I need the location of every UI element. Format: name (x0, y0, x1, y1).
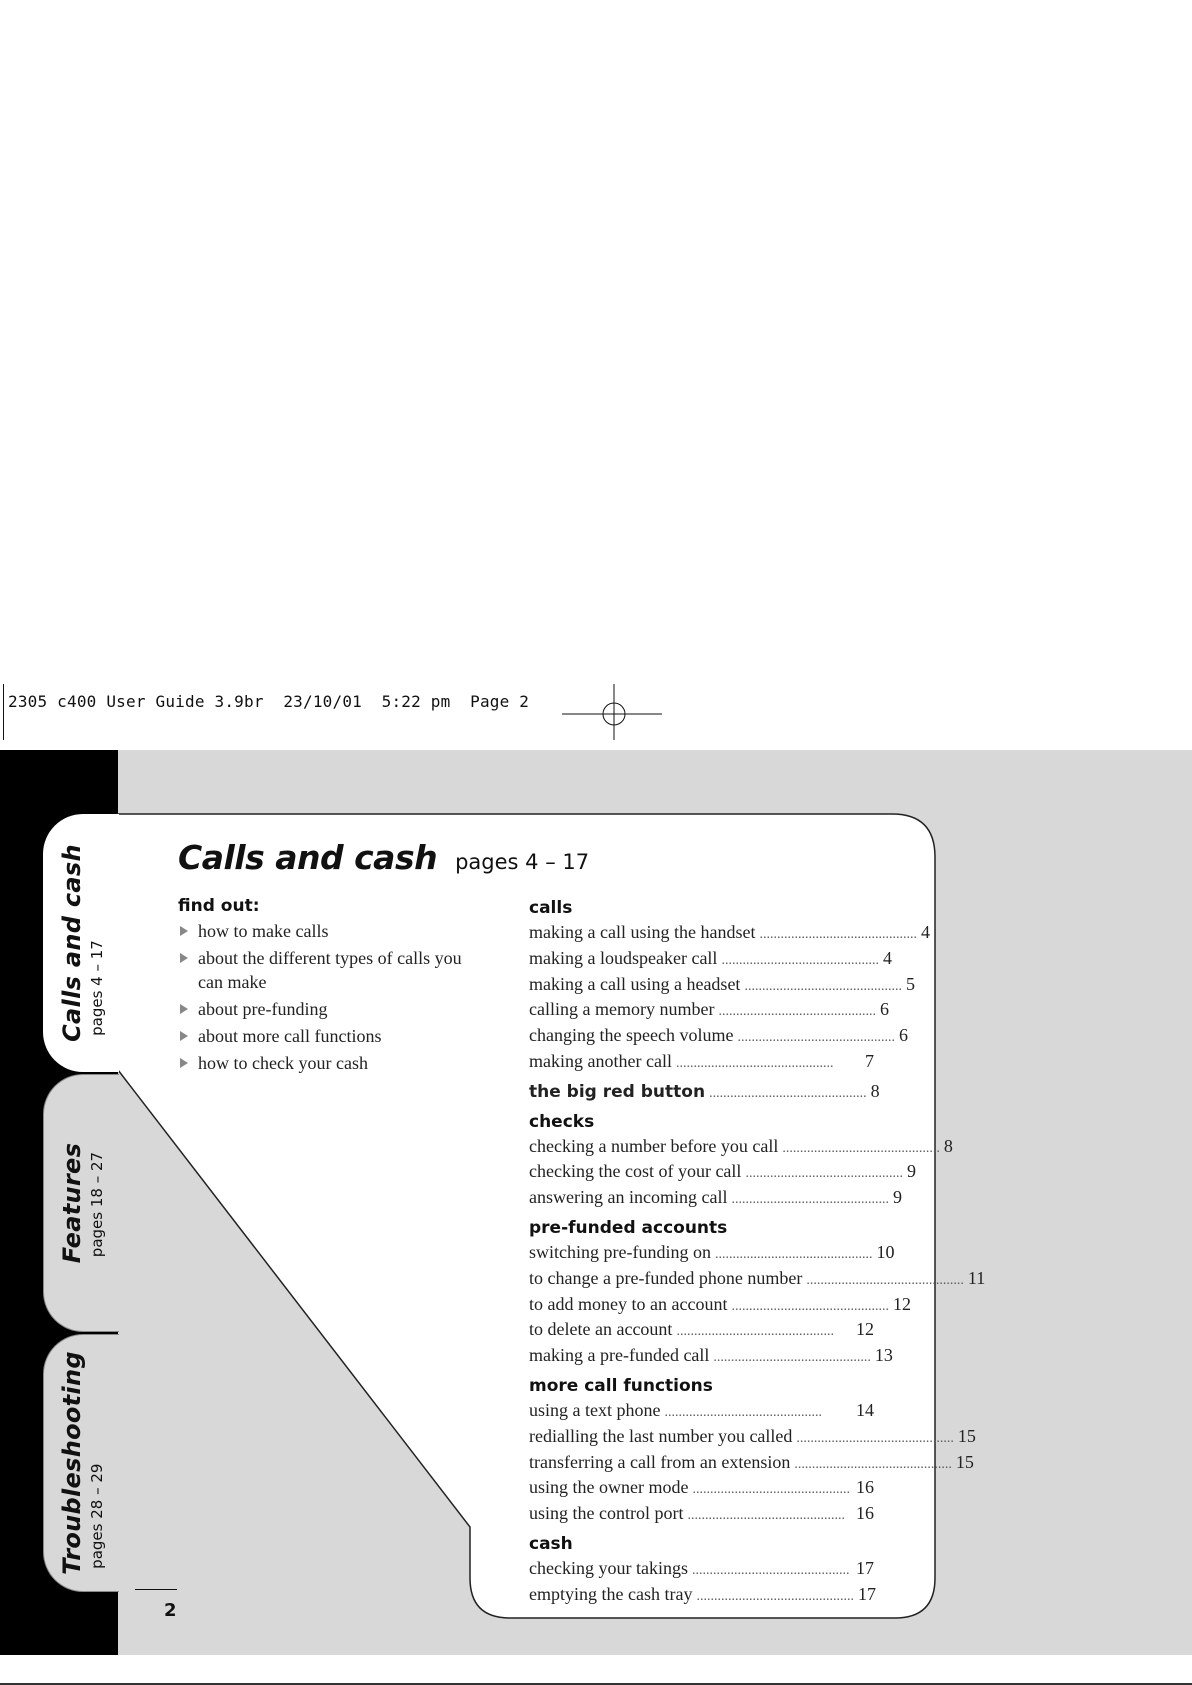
toc-entry[interactable]: redialling the last number you called ............................................. 15 (529, 1425, 976, 1446)
toc-entry[interactable]: checking the cost of your call ............................................. 9 (529, 1161, 916, 1182)
find-out-list (178, 919, 478, 1075)
section-heading: cash (529, 1533, 573, 1554)
toc-entry[interactable]: making a pre-funded call ............................................. 13 (529, 1345, 893, 1366)
contents-list (529, 896, 986, 1613)
list-item: about more call functions (178, 1024, 478, 1048)
list-item: how to make calls (178, 919, 478, 943)
section-heading: more call functions (529, 1375, 713, 1396)
find-out-section (178, 896, 478, 1078)
bullet-triangle-icon (180, 1058, 188, 1068)
toc-section-cash (529, 1532, 874, 1609)
toc-entry[interactable]: checking a number before you call ............................................. 8 (529, 1135, 953, 1156)
printer-slug: 2305 c400 User Guide 3.9br 23/10/01 5:22 pm Page 2 (8, 692, 530, 711)
tab-title: Calls and cash (57, 844, 86, 1042)
tab-features[interactable] (43, 1074, 119, 1332)
bullet-triangle-icon (180, 953, 188, 963)
bullet-triangle-icon (180, 926, 188, 936)
bullet-triangle-icon (180, 1031, 188, 1041)
toc-entry[interactable]: changing the speech volume ............................................. 6 (529, 1025, 908, 1046)
toc-entry[interactable]: checking your takings ............................................. 17 (529, 1557, 874, 1578)
page-title (178, 838, 589, 877)
find-out-label: find out: (178, 896, 260, 916)
tab-calls-and-cash[interactable] (43, 814, 119, 1072)
toc-entry[interactable]: to change a pre-funded phone number ............................................. 11 (529, 1267, 986, 1288)
section-heading: pre-funded accounts (529, 1217, 728, 1238)
toc-entry[interactable]: to delete an account ............................................. 12 (529, 1319, 874, 1340)
folio-rule (135, 1589, 177, 1590)
toc-entry[interactable]: switching pre-funding on ............................................. 10 (529, 1241, 895, 1262)
toc-entry[interactable]: making a call using the handset ............................................. 4 (529, 922, 930, 942)
toc-section-checks (529, 1110, 953, 1212)
section-heading: checks (529, 1111, 595, 1132)
toc-entry[interactable]: making another call ............................................. 7 (529, 1050, 874, 1071)
toc-section-more-call-functions (529, 1374, 976, 1528)
tab-pages: pages 4 – 17 (87, 940, 106, 1036)
toc-entry[interactable]: transferring a call from an extension ............................................. 15 (529, 1451, 974, 1472)
bullet-triangle-icon (180, 1004, 188, 1014)
tab-pages: pages 28 – 29 (87, 1463, 106, 1569)
toc-entry[interactable]: making a loudspeaker call ............................................. 4 (529, 947, 892, 968)
toc-entry[interactable]: the big red button ............................................. 8 (529, 1080, 880, 1102)
toc-section-prefunded (529, 1216, 986, 1370)
tab-pages: pages 18 – 27 (87, 1151, 106, 1258)
tab-title: Troubleshooting (57, 1351, 86, 1575)
toc-entry[interactable]: calling a memory number ............................................. 6 (529, 999, 889, 1020)
list-item: about the different types of calls you can make (178, 946, 478, 994)
list-item: how to check your cash (178, 1051, 478, 1075)
toc-entry[interactable]: to add money to an account ............................................. 12 (529, 1293, 911, 1314)
page-number: 2 (164, 1600, 177, 1621)
tab-title: Features (57, 1142, 86, 1264)
toc-entry[interactable]: making a call using a headset ............................................. 5 (529, 973, 915, 994)
page-title-range: pages 4 – 17 (455, 850, 590, 874)
toc-entry[interactable]: emptying the cash tray ............................................. 17 (529, 1583, 876, 1604)
toc-entry[interactable]: using the owner mode ............................................. 16 (529, 1477, 874, 1498)
toc-entry[interactable]: answering an incoming call ............................................. 9 (529, 1187, 902, 1208)
section-heading: calls (529, 898, 573, 918)
toc-entry[interactable]: using the control port ............................................. 16 (529, 1503, 874, 1524)
tab-troubleshooting[interactable] (43, 1334, 119, 1592)
list-item: about pre-funding (178, 997, 478, 1021)
page-title-text: Calls and cash (178, 838, 438, 877)
toc-section-big-red-button (529, 1080, 880, 1106)
toc-section-calls (529, 896, 930, 1076)
toc-entry[interactable]: using a text phone ............................................. 14 (529, 1399, 874, 1420)
